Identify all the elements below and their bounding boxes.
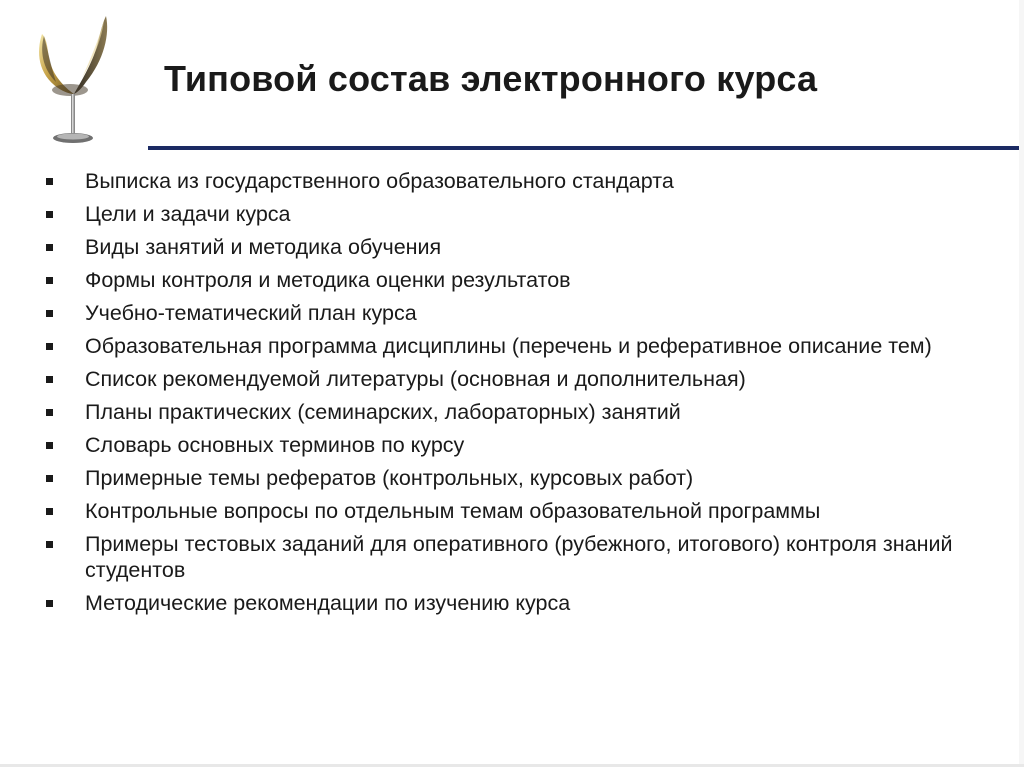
list-item-text: Формы контроля и методика оценки результатов — [85, 268, 571, 292]
square-bullet-icon — [46, 343, 53, 350]
list-item — [40, 234, 980, 260]
list-item-text: Виды занятий и методика обучения — [85, 235, 442, 259]
list-item — [40, 201, 980, 227]
square-bullet-icon — [46, 244, 53, 251]
list-item — [40, 333, 980, 359]
goblet-sculpture-logo — [28, 12, 120, 150]
square-bullet-icon — [46, 178, 53, 185]
square-bullet-icon — [46, 310, 53, 317]
list-item-text: Список рекомендуемой литературы (основная и дополнительная) — [85, 367, 746, 391]
list-item — [40, 300, 980, 326]
list-item — [40, 498, 980, 524]
list-item — [40, 267, 980, 293]
list-item-text: Планы практических (семинарских, лабораторных) занятий — [85, 400, 681, 424]
list-item-text: Примерные темы рефератов (контрольных, курсовых работ) — [85, 466, 694, 490]
list-item — [40, 531, 980, 583]
list-item — [40, 432, 980, 458]
slide-edge-right — [1019, 0, 1024, 767]
list-item — [40, 465, 980, 491]
title-divider — [148, 146, 1024, 150]
list-item — [40, 366, 980, 392]
list-item-text: Образовательная программа дисциплины (перечень и реферативное описание тем) — [85, 334, 932, 358]
list-item — [40, 399, 980, 425]
square-bullet-icon — [46, 508, 53, 515]
page-title: Типовой состав электронного курса — [164, 58, 818, 99]
square-bullet-icon — [46, 376, 53, 383]
list-item-text: Примеры тестовых заданий для оперативного (рубежного, итогового) контроля знаний студентов — [85, 532, 953, 582]
list-item-text: Словарь основных терминов по курсу — [85, 433, 465, 457]
list-item-text: Учебно-тематический план курса — [85, 301, 417, 325]
square-bullet-icon — [46, 475, 53, 482]
square-bullet-icon — [46, 442, 53, 449]
list-item-text: Контрольные вопросы по отдельным темам образовательной программы — [85, 499, 821, 523]
list-item — [40, 590, 980, 616]
list-item-text: Методические рекомендации по изучению курса — [85, 591, 571, 615]
course-components-list — [40, 168, 980, 623]
list-item-text: Выписка из государственного образовательного стандарта — [85, 169, 674, 193]
square-bullet-icon — [46, 541, 53, 548]
square-bullet-icon — [46, 409, 53, 416]
square-bullet-icon — [46, 211, 53, 218]
list-item-text: Цели и задачи курса — [85, 202, 291, 226]
square-bullet-icon — [46, 600, 53, 607]
square-bullet-icon — [46, 277, 53, 284]
list-item — [40, 168, 980, 194]
